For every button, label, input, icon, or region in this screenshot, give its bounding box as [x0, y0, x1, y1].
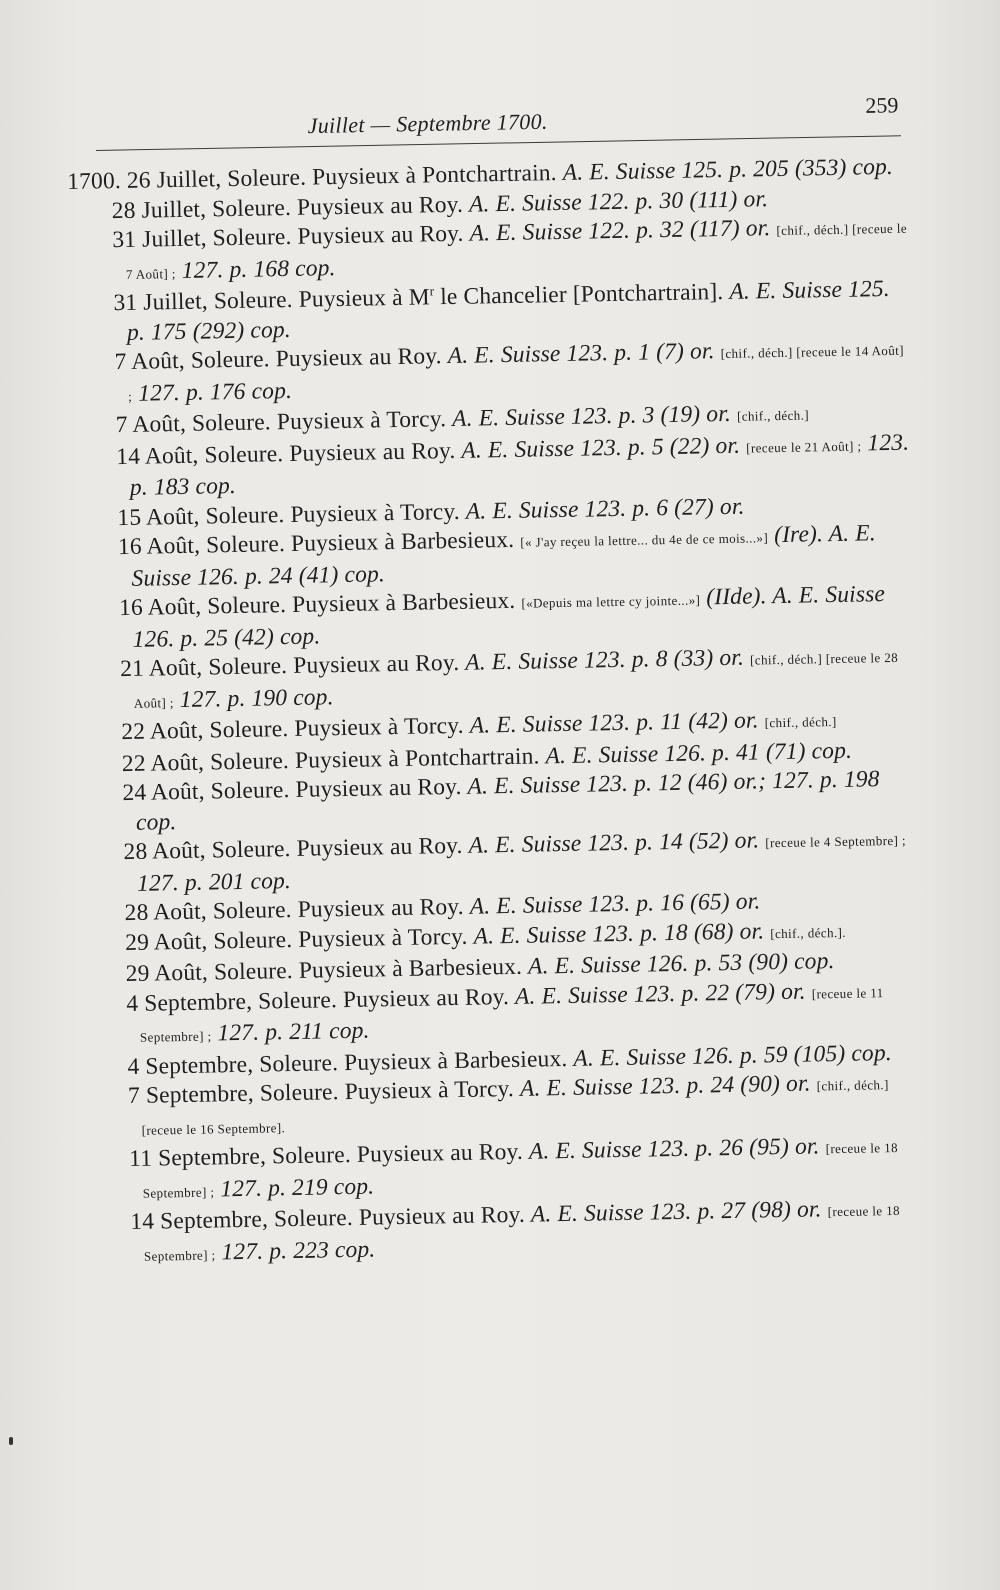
entry-date: 7 Septembre, Soleure. Puysieux à Torcy. — [127, 1075, 515, 1110]
entry-date-continued: le Chancelier [Pontchartrain]. — [433, 278, 724, 311]
entry-reference: A. E. Suisse 126. p. 41 (71) cop. — [545, 737, 853, 769]
entry-date: 16 Août, Soleure. Puysieux à Barbesieux. — [117, 526, 515, 561]
entry-reference: A. E. Suisse 123. p. 6 (27) or. — [465, 493, 745, 525]
entry-note: [chif., déch.] [receue le 16 Septembre]. — [141, 1077, 889, 1138]
entry-date: 16 Août, Soleure. Puysieux à Barbesieux. — [118, 587, 516, 622]
entry-reference: A. E. Suisse 126. p. 53 (90) cop. — [527, 948, 835, 980]
entry-note: [receue le 4 Septembre] ; — [765, 832, 907, 851]
entry-date: 7 Août, Soleure. Puysieux au Roy. — [114, 343, 442, 376]
entry-date: 4 Septembre, Soleure. Puysieux à Barbesieux. — [127, 1045, 568, 1080]
entry-reference: A. E. Suisse 122. p. 30 (111) or. — [468, 185, 769, 218]
entry-reference: A. E. Suisse 123. p. 8 (33) or. — [465, 644, 745, 676]
entry-reference-copy: 123. p. 183 cop. — [129, 429, 910, 501]
entry-date: 28 Août, Soleure. Puysieux au Roy. — [124, 893, 464, 927]
entry-date-superscript: r — [429, 283, 435, 299]
entry-date: 21 Août, Soleure. Puysieux au Roy. — [119, 649, 460, 683]
entry-reference: A. E. Suisse 125. p. 175 (292) cop. — [126, 275, 891, 346]
entry-reference: A. E. Suisse 123. p. 24 (90) or. — [519, 1070, 811, 1102]
entry-note: [chif., déch.] — [736, 407, 810, 424]
entry-reference: A. E. Suisse 123. p. 18 (68) or. — [473, 917, 765, 950]
entry-date: 7 Août, Soleure. Puysieux à Torcy. — [115, 406, 447, 439]
entry-reference: A. E. Suisse 123. p. 27 (98) or. — [530, 1196, 822, 1228]
entry-reference: A. E. Suisse 125. p. 205 (353) cop. — [562, 153, 894, 186]
entry-date: 14 Septembre, Soleure. Puysieux au Roy. — [130, 1201, 526, 1236]
entry-note: [receue le 11 Septembre] ; — [139, 984, 884, 1045]
entry-note: [chif., déch.] [receue le 28 Août] ; — [133, 649, 899, 711]
entry-note: [«Depuis ma lettre cy jointe...»] — [521, 592, 701, 611]
entry-date: 22 Août, Soleure. Puysieux à Pontchartrain. — [121, 742, 540, 777]
entry-date: 22 Août, Soleure. Puysieux à Torcy. — [121, 712, 464, 746]
entry-reference-copy: 127. p. 168 cop. — [181, 254, 336, 284]
entry-reference-copy: 127. p. 176 cop. — [137, 377, 293, 407]
entry-reference: A. E. Suisse 123. p. 11 (42) or. — [469, 707, 759, 739]
entry-note: [receue le 18 Septembre] ; — [142, 1139, 899, 1201]
entry-date: 28 Août, Soleure. Puysieux au Roy. — [123, 832, 463, 866]
page-number: 259 — [865, 92, 899, 118]
entry-note: [chif., déch.] [receue le 7 Août] ; — [125, 220, 908, 282]
entry-reference: A. E. Suisse 126. p. 59 (105) cop. — [573, 1039, 892, 1072]
entry-reference-copy: 127. p. 219 cop. — [220, 1173, 375, 1202]
entry-reference: A. E. Suisse 123. p. 5 (22) or. — [461, 432, 741, 464]
entry-reference: A. E. Suisse 123. p. 3 (19) or. — [451, 400, 732, 432]
entry-reference: A. E. Suisse 123. p. 1 (7) or. — [447, 338, 715, 370]
entry-reference: A. E. Suisse 122. p. 32 (117) or. — [469, 215, 771, 247]
entry-reference-copy: 127. p. 201 cop. — [136, 867, 292, 897]
entry-year: 1700. — [67, 168, 122, 195]
entry-note: [receue le 21 Août] ; — [746, 437, 862, 456]
entry-date: 29 Août, Soleure. Puysieux à Barbesieux. — [125, 953, 523, 988]
entry-reference: A. E. Suisse 123. p. 12 (46) or.; 127. p. 198 cop. — [135, 766, 880, 836]
entry-note: [chif., déch.]. — [770, 924, 847, 941]
ink-speck — [9, 1437, 13, 1445]
entry-reference: (Ire). A. E. Suisse 126. p. 24 (41) cop. — [131, 520, 876, 592]
entry-reference: A. E. Suisse 123. p. 16 (65) or. — [469, 888, 761, 920]
entry-date: 31 Juillet, Soleure. Puysieux à M — [113, 284, 430, 317]
entry-reference-copy: 127. p. 190 cop. — [179, 683, 334, 713]
entry-date: 15 Août, Soleure. Puysieux à Torcy. — [117, 498, 460, 531]
entry-note: [« J'ay reçeu la lettre... du 4e de ce mois...»] — [520, 530, 769, 550]
entry-reference: (IIde). A. E. Suisse 126. p. 25 (42) cop. — [132, 581, 886, 653]
entry-list — [67, 153, 927, 1272]
entry-date: 29 Août, Soleure. Puysieux à Torcy. — [124, 923, 468, 956]
entry-reference-copy: 127. p. 223 cop. — [221, 1236, 376, 1265]
entry-reference-copy: 127. p. 211 cop. — [217, 1017, 370, 1047]
entry-date: 14 Août, Soleure. Puysieux au Roy. — [116, 437, 456, 470]
entry-note: [chif., déch.] [receue le 14 Août] ; — [128, 342, 905, 404]
running-title: Juillet — Septembre 1700. — [307, 108, 548, 139]
entry-date: 28 Juillet, Soleure. Puysieux au Roy. — [111, 191, 464, 224]
entry-date: 4 Septembre, Soleure. Puysieux au Roy. — [126, 983, 510, 1017]
entry-date: 26 Juillet, Soleure. Puysieux à Pontchartrain. — [126, 160, 557, 194]
entry-date: 11 Septembre, Soleure. Puysieux au Roy. — [128, 1138, 524, 1173]
entry-date: 31 Juillet, Soleure. Puysieux au Roy. — [112, 220, 464, 254]
entry-note: [chif., déch.] — [764, 713, 837, 731]
header-rule — [96, 135, 901, 151]
entry-note: [receue le 18 Septembre] ; — [143, 1202, 901, 1264]
page-header — [95, 77, 901, 152]
entry-reference: A. E. Suisse 123. p. 14 (52) or. — [468, 827, 760, 859]
entry-reference: A. E. Suisse 123. p. 26 (95) or. — [528, 1133, 820, 1165]
entry-date: 24 Août, Soleure. Puysieux au Roy. — [122, 773, 462, 807]
entry-reference: A. E. Suisse 123. p. 22 (79) or. — [514, 978, 806, 1010]
